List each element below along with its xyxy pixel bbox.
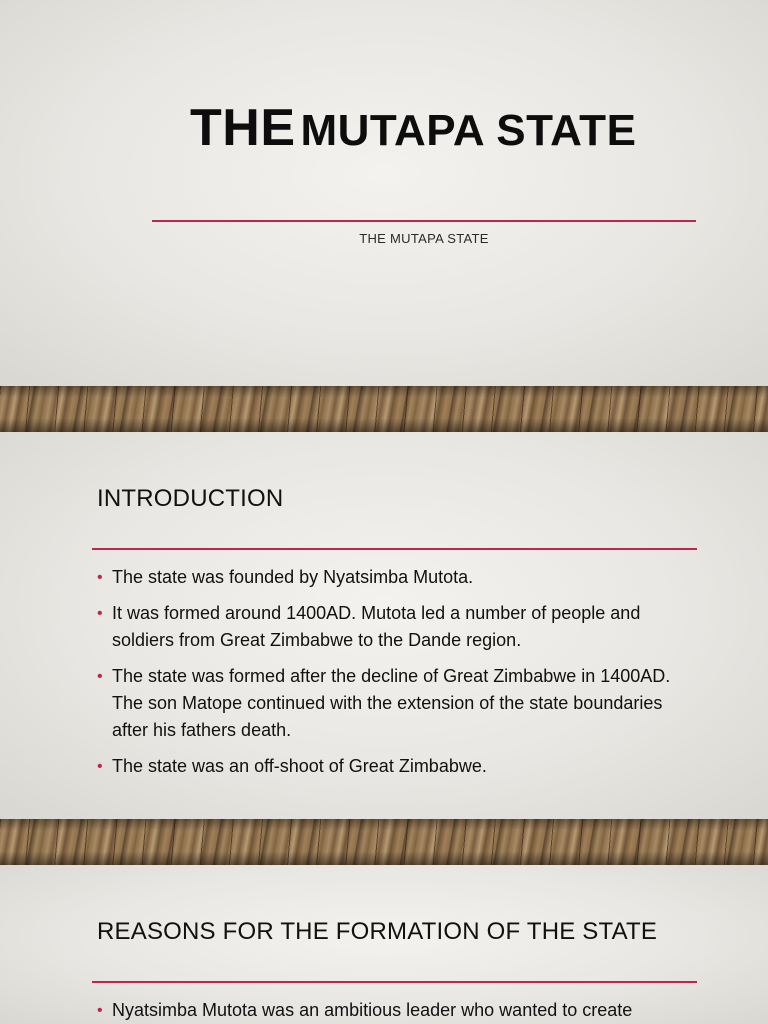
introduction-divider [92,548,697,550]
wood-floor-divider [0,819,768,865]
list-item: • The state was founded by Nyatsimba Mutota. [97,564,697,591]
slide-introduction [0,432,768,819]
slide-subtitle: THE MUTAPA STATE [359,231,489,246]
title-first-word: THE [190,99,296,157]
title-divider [152,220,696,222]
slide-reasons [0,865,768,1024]
introduction-heading: INTRODUCTION [97,485,284,512]
slide-title [0,0,768,386]
introduction-bullet-list [97,564,697,789]
reasons-bullet-list [97,997,697,1024]
slide-title-heading [190,98,636,158]
list-item: • Nyatsimba Mutota was an ambitious leader who wanted to create [97,997,697,1024]
reasons-heading: REASONS FOR THE FORMATION OF THE STATE [97,918,658,945]
title-rest-words: MUTAPA STATE [300,106,637,155]
list-item: • It was formed around 1400AD. Mutota led a number of people and soldiers from Great Zimbabwe to the Dande region. [97,600,697,654]
list-item: • The state was an off-shoot of Great Zimbabwe. [97,753,697,780]
list-item: • The state was formed after the decline of Great Zimbabwe in 1400AD. The son Matope continued with the extension of the state boundaries after his fathers death. [97,663,697,744]
wood-floor-divider [0,386,768,432]
reasons-divider [92,981,697,983]
